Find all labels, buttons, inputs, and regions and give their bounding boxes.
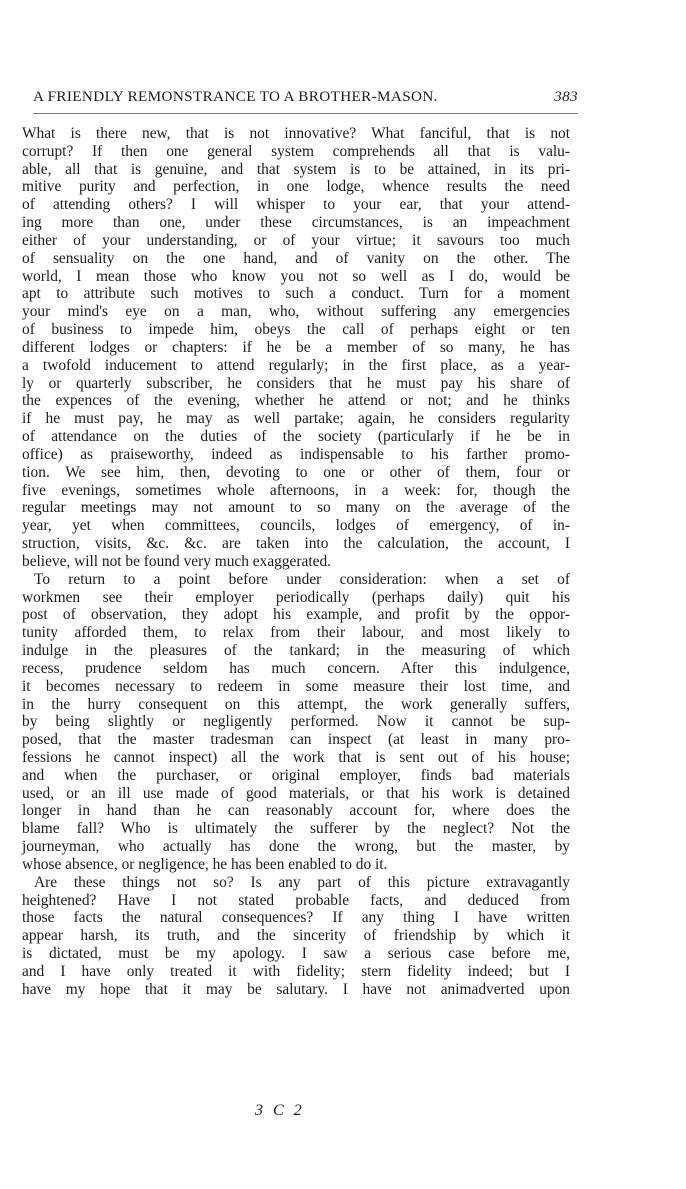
text-line: in the hurry consequent on this attempt, the work generally suffers, — [22, 695, 570, 713]
text-line: journeyman, who actually has done the wrong, but the master, by — [22, 838, 570, 856]
text-line: whose absence, or negligence, he has been enabled to do it. — [22, 855, 388, 873]
text-line: workmen see their employer periodically (perhaps daily) quit his — [22, 588, 570, 606]
text-line: longer in hand than he can reasonably account for, where does the — [22, 802, 570, 820]
text-line: of attendance on the duties of the society (particularly if he be in — [22, 428, 570, 446]
text-line: year, yet when committees, councils, lodges of emergency, of in- — [22, 517, 570, 535]
text-line: and when the purchaser, or original employer, finds bad materials — [22, 766, 570, 784]
text-line: What is there new, that is not innovative? What fanciful, that is not — [22, 125, 570, 142]
text-line: Are these things not so? Is any part of this picture extravagantly — [34, 873, 570, 891]
text-line: tunity afforded them, to relax from their labour, and most likely to — [22, 624, 570, 642]
text-line: appear harsh, its truth, and the sincerity of friendship by which it — [22, 927, 570, 945]
text-line: by being slightly or negligently performed. Now it cannot be sup- — [22, 713, 570, 731]
text-line: believe, will not be found very much exaggerated. — [22, 552, 331, 570]
text-line: office) as praiseworthy, indeed as indispensable to his farther promo- — [22, 445, 570, 463]
text-line: different lodges or chapters: if he be a member of so many, he has — [22, 338, 570, 356]
text-line: it becomes necessary to redeem in some measure their lost time, and — [22, 677, 570, 695]
text-line: those facts the natural consequences? If any thing I have written — [22, 909, 570, 927]
text-line: your mind's eye on a man, who, without suffering any emergencies — [22, 303, 570, 321]
text-line: apt to attribute such motives to such a conduct. Turn for a moment — [22, 285, 570, 303]
text-line: post of observation, they adopt his example, and profit by the oppor- — [22, 606, 570, 624]
text-line: of attending others? I will whisper to your ear, that your attend- — [22, 196, 570, 214]
text-line: ing more than one, under these circumstances, is an impeachment — [22, 214, 570, 232]
header-rule — [33, 113, 578, 114]
text-line: used, or an ill use made of good materials, or that his work is detained — [22, 784, 570, 802]
text-line: tion. We see him, then, devoting to one or other of them, four or — [22, 463, 570, 481]
text-line: To return to a point before under consideration: when a set of — [34, 570, 570, 588]
text-line: the expences of the evening, whether he attend or not; and he thinks — [22, 392, 570, 410]
text-line: posed, that the master tradesman can inspect (at least in many pro- — [22, 731, 570, 749]
text-line: a twofold inducement to attend regularly; in the first place, as a year- — [22, 356, 570, 374]
text-line: of sensuality on the one hand, and of vanity on the other. The — [22, 249, 570, 267]
text-line: of business to impede him, obeys the call of perhaps eight or ten — [22, 321, 570, 339]
text-line: blame fall? Who is ultimately the sufferer by the neglect? Not the — [22, 820, 570, 838]
text-line: corrupt? If then one general system comprehends all that is valu- — [22, 142, 570, 160]
text-line: ly or quarterly subscriber, he considers that he must pay his share of — [22, 374, 570, 392]
text-line: and I have only treated it with fidelity; stern fidelity indeed; but I — [22, 962, 570, 980]
text-line: indulge in the pleasures of the tankard; in the measuring of which — [22, 642, 570, 660]
text-line: mitive purity and perfection, in one lodge, whence results the need — [22, 178, 570, 196]
text-line: have my hope that it may be salutary. I have not animadverted upon — [22, 980, 570, 998]
running-head-title: A FRIENDLY REMONSTRANCE TO A BROTHER-MASON. — [33, 88, 438, 105]
text-line: fessions he cannot inspect) all the work that is sent out of his house; — [22, 748, 570, 766]
text-line: world, I mean those who know you not so well as I do, would be — [22, 267, 570, 285]
text-line: if he must pay, he may as well partake; again, he considers regularity — [22, 410, 570, 428]
text-line: struction, visits, &c. &c. are taken into the calculation, the account, I — [22, 535, 570, 553]
running-head — [33, 88, 578, 110]
signature-mark: 3 C 2 — [255, 1102, 305, 1119]
body-text — [22, 125, 570, 999]
text-line: heightened? Have I not stated probable facts, and deduced from — [22, 891, 570, 909]
text-line: either of your understanding, or of your virtue; it savours too much — [22, 231, 570, 249]
text-line: recess, prudence seldom has much concern. After this indulgence, — [22, 659, 570, 677]
text-line: is dictated, must be my apology. I saw a serious case before me, — [22, 945, 570, 963]
text-line: regular meetings may not amount to so many on the average of the — [22, 499, 570, 517]
text-line: five evenings, sometimes whole afternoons, in a week: for, though the — [22, 481, 570, 499]
text-line: able, all that is genuine, and that system is to be attained, in its pri- — [22, 160, 570, 178]
page-number: 383 — [554, 88, 578, 105]
